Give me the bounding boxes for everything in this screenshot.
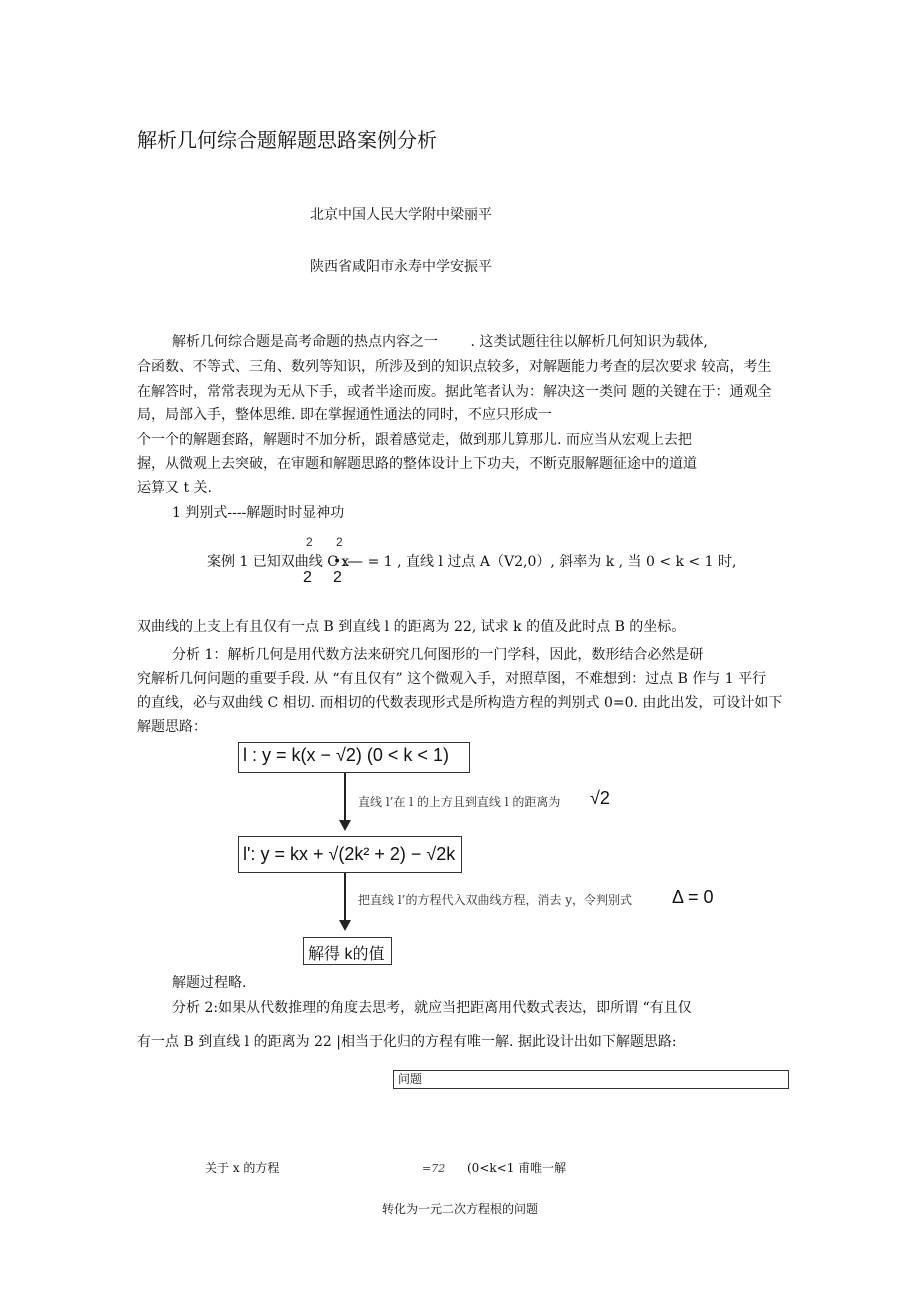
case-1-prefix: 案例 1 已知双曲线 C :— [207, 554, 362, 570]
step-2-text: 把直线 l’的方程代入双曲线方程，消去 y，令判别式 [358, 893, 633, 907]
superscript: 2 [336, 535, 343, 549]
analysis-line: 分析 1：解析几何是用代数方法来研究几何图形的一门学科，因此，数形结合必然是研 [172, 647, 704, 663]
transform-text: 转化为一元二次方程根的问题 [382, 1202, 539, 1216]
author-1: 北京中国人民大学附中梁丽平 [310, 207, 492, 223]
intro-line: 握，从微观上去突破，在审题和解题思路的整体设计上下功夫，不断克服解题征途中的道道 [137, 456, 697, 472]
analysis-line: 解题思路： [137, 719, 207, 735]
section-heading: 1 判别式----解题时时显神功 [172, 505, 345, 521]
document-title: 解析几何综合题解题思路案例分析 [137, 128, 437, 152]
step-1-text: 直线 l’在 l 的上方且到直线 l 的距离为 [358, 795, 561, 809]
analysis-line: 的直线，必与双曲线 C 相切. 而相切的代数表现形式是所构造方程的判别式 0=0. 由此出发，可设计如下 [137, 695, 783, 711]
arrow-down-icon [339, 820, 351, 831]
line-l-equation-box: l : y = k(x − √2) (0 < k < 1) [238, 742, 470, 773]
arrow-line [344, 873, 346, 921]
case-1-question: 双曲线的上支上有且仅有一点 B 到直线 l 的距离为 22, 试求 k 的值及此时点 B 的坐标。 [137, 619, 686, 635]
equation-condition: (0<k<1 甫唯一解 [467, 1161, 567, 1175]
solution-omitted: 解题过程略. [172, 975, 247, 991]
analysis-2-line: 分析 2:如果从代数推理的角度去思考，就应当把距离用代数式表达，即所谓 “有且仅 [172, 1000, 692, 1016]
analysis-line: 究解析几何问题的重要手段. 从 “有且仅有” 这个微观入手，对照草图，不难想到：过点 B 作与 1 平行 [137, 671, 767, 687]
arrow-line [344, 773, 346, 821]
author-2: 陕西省咸阳市永寿中学安振平 [310, 259, 492, 275]
equation-mid: =72 [422, 1162, 446, 1175]
result-box: 解得 k的值 [303, 937, 392, 965]
intro-line: 运算又 t 关. [137, 480, 212, 496]
problem-box: 问题 [393, 1070, 789, 1089]
step-1-math: √2 [590, 788, 610, 808]
intro-line: 局，局部入手，整体思维. 即在掌握通性通法的同时，不应只形成一 [137, 407, 552, 423]
line-l-prime-equation-box: l': y = kx + √(2k² + 2) − √2k [238, 836, 462, 873]
denominator: 2 [303, 569, 312, 586]
analysis-2-line: 有一点 B 到直线 l 的距离为 22 |相当于化归的方程有唯一解. 据此设计出如下解题思路: [137, 1034, 677, 1050]
intro-line: 解析几何综合题是高考命题的热点内容之一 . 这类试题往往以解析几何知识为载体, [172, 334, 708, 350]
intro-line: 个一个的解题套路，解题时不加分析，跟着感觉走，做到那儿算那儿. 而应当从宏观上去把 [137, 432, 692, 448]
intro-line: 合函数、不等式、三角、数列等知识，所涉及到的知识点较多，对解题能力考查的层次要求 较高，考生 [137, 359, 772, 375]
case-1-equation: •x— = 1 , 直线 l 过点 A（V2,0）, 斜率为 k , 当 0 < k < 1 时, [333, 554, 737, 570]
superscript: 2 [306, 535, 313, 549]
step-2-math: Δ = 0 [672, 887, 714, 907]
denominator: 2 [333, 569, 342, 586]
arrow-down-icon [339, 920, 351, 931]
intro-line: 在解答时，常常表现为无从下手，或者半途而废。据此笔者认为：解决这一类问 题的关键在于：通观全 [137, 384, 772, 400]
equation-label: 关于 x 的方程 [205, 1161, 280, 1175]
